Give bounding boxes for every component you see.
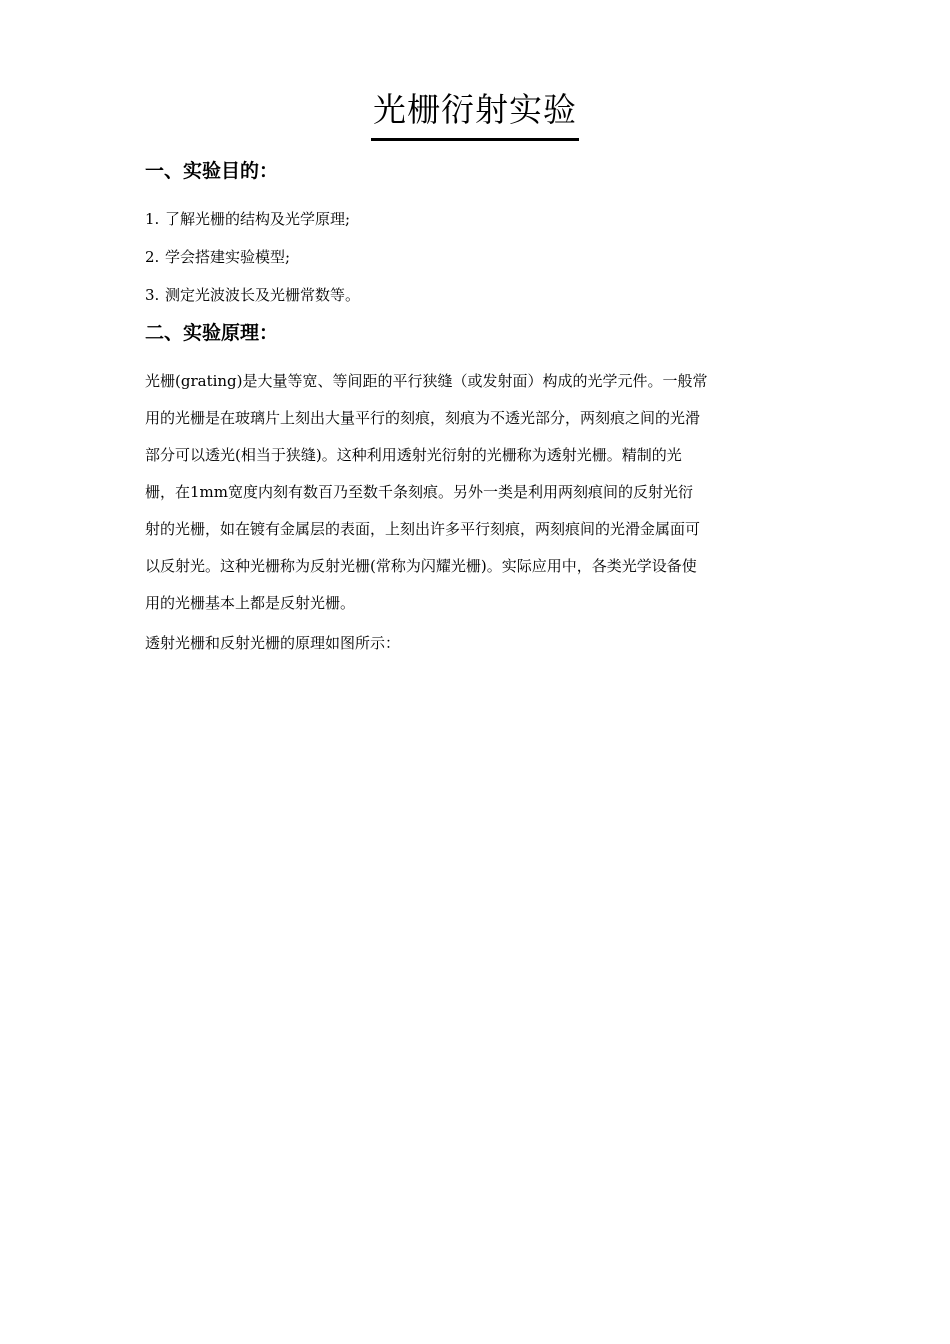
list-item-number: 2. xyxy=(145,248,160,266)
section-heading-purpose: 一、实验目的： xyxy=(145,160,279,182)
figure-intro-text: 透射光栅和反射光栅的原理如图所示： xyxy=(145,634,401,652)
section-heading-principle: 二、实验原理： xyxy=(145,322,279,344)
list-item-text: 学会搭建实验模型; xyxy=(165,248,291,266)
paragraph-line: 光栅(grating)是大量等宽、等间距的平行狭缝（或发射面）构成的光学元件。一般常 xyxy=(145,372,708,390)
paragraph-line: 用的光栅是在玻璃片上刻出大量平行的刻痕，刻痕为不透光部分，两刻痕之间的光滑 xyxy=(145,409,701,427)
list-item-text: 测定光波波长及光栅常数等。 xyxy=(165,286,361,304)
list-item xyxy=(145,282,360,320)
document-title: 光栅衍射实验 xyxy=(371,88,579,141)
paragraph-line: 栅，在1mm宽度内刻有数百乃至数千条刻痕。另外一类是利用两刻痕间的反射光衍 xyxy=(145,483,693,501)
paragraph-line: 用的光栅基本上都是反射光栅。 xyxy=(145,594,356,612)
purpose-list xyxy=(145,206,360,320)
list-item-number: 3. xyxy=(145,286,160,304)
list-item xyxy=(145,206,360,244)
principle-paragraph xyxy=(145,368,775,627)
title-container xyxy=(0,88,950,141)
paragraph-line: 以反射光。这种光栅称为反射光栅(常称为闪耀光栅)。实际应用中，各类光学设备使 xyxy=(145,557,697,575)
list-item-text: 了解光栅的结构及光学原理; xyxy=(165,210,351,228)
paragraph-line: 部分可以透光(相当于狭缝)。这种利用透射光衍射的光栅称为透射光栅。精制的光 xyxy=(145,446,682,464)
list-item-number: 1. xyxy=(145,210,160,228)
paragraph-line: 射的光栅，如在镀有金属层的表面，上刻出许多平行刻痕，两刻痕间的光滑金属面可 xyxy=(145,520,701,538)
list-item xyxy=(145,244,360,282)
